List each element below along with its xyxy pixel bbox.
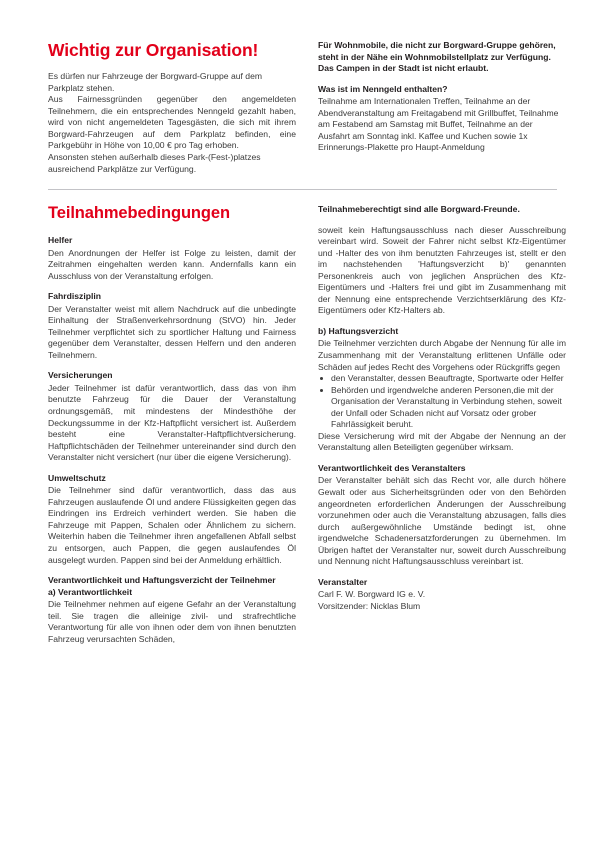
spacer: [318, 568, 566, 577]
list-item-label: Behörden und irgendwelche anderen Personen,die mit der Organisation der Veranstaltung in Verbindung stehen, soweit der Unfall oder Schaden nicht auf Vorsatz oder grober Fahrlässigkeit beruht.: [331, 384, 562, 430]
waiver-outro: Diese Versicherung wird mit der Abgabe der Nennung an der Veranstaltung allen Beteiligten gegenüber wirksam.: [318, 430, 566, 453]
organisation-heading: Wichtig zur Organisation!: [48, 40, 259, 60]
list-item: [318, 373, 566, 385]
spacer: [48, 566, 296, 575]
nenngeld-subheading: Was ist im Nenngeld enthalten?: [318, 83, 448, 94]
organizer-name: Carl F. W. Borgward IG e. V.: [318, 589, 426, 600]
teilnahmebedingungen-section: [0, 190, 605, 645]
organisation-section: [0, 0, 605, 175]
organizer-chairman: Vorsitzender: Nicklas Blum: [318, 600, 421, 611]
organisation-paragraph-2: Aus Fairnessgründen gegenüber den angemeldeten Teilnehmern, die ein entsprechendes Nenngeld gezahlt haben, wird von nicht angemeldeten Tagesgästen, die sich mit ihrem Borgward-Fahrzeugen auf dem Parkplatz befinden, eine Parkgebühr in Höhe von 10,00 € pro Tag erhoben.: [48, 94, 296, 151]
motorhome-notice: Für Wohnmobile, die nicht zur Borgward-Gruppe gehören, steht in der Nähe ein Wohnmobilstellplatz zur Verfügung. Das Campen in der Stadt ist nicht erlaubt.: [318, 40, 556, 74]
organisation-paragraph-1: Es dürfen nur Fahrzeuge der Borgward-Gruppe auf dem Parkplatz stehen.: [48, 71, 263, 93]
organisation-left-column: [48, 40, 296, 175]
bullet-dot-icon: [320, 389, 323, 392]
spacer: [318, 75, 566, 84]
waiver-bullet-list: [318, 373, 566, 431]
list-item-label: den Veranstalter, dessen Beauftragte, Sportwarte oder Helfer: [331, 373, 564, 384]
waiver-intro: Die Teilnehmer verzichten durch Abgabe der Nennung für alle im Zusammenhang mit der Veranstaltung erlittenen Unfälle oder Schäden auf jedes Recht des Vorgehens oder Rückgriffs gegen: [318, 338, 566, 372]
list-item: [318, 385, 566, 431]
eligibility-statement: Teilnahmeberechtigt sind alle Borgward-Freunde.: [318, 204, 520, 215]
spacer: [48, 361, 296, 370]
organizer-title: Veranstalter: [318, 576, 368, 587]
conditions-heading: Teilnahmebedingungen: [48, 204, 230, 223]
section-divider-wrap: [0, 189, 605, 190]
liability-title: Verantwortlichkeit und Haftungsverzicht der Teilnehmer: [48, 575, 276, 586]
nenngeld-body: Teilnahme am Internationalen Treffen, Teilnahme an der Abendveranstaltung am Freitagabend mit Grillbuffet, Teilnahme am Festabend am Samstag mit Buffet, Teilnahme an der Ausfahrt am Sonntag inkl. Kaffee und Kuchen sowie 1x Erinnerungs-Plakette pro Haupt-Anmeldung: [318, 96, 559, 153]
block-title-fahrdisziplin: Fahrdisziplin: [48, 291, 101, 302]
waiver-title: b) Haftungsverzicht: [318, 325, 399, 336]
spacer: [318, 454, 566, 463]
block-body-versicherungen: Jeder Teilnehmer ist dafür verantwortlich, dass das von ihm benutzte Fahrzeug für die Dauer der Veranstaltung ordnungsgemäß, mit mindestens der Mindesthöhe der Deckungssumme in der Kfz-Haftpflicht versichert ist. Außerdem besteht eine Veranstalter-Haftpflichtversicherung. Haftpflichtschäden der Teilnehmer untereinander sind durch den Veranstalter nicht versichert (nur über die eigene Versicherung).: [48, 382, 296, 463]
block-body-helfer: Den Anordnungen der Helfer ist Folge zu leisten, damit der Zeitrahmen eingehalten werden kann. Andernfalls kann ein Ausschluss von der Veranstaltung erfolgen.: [48, 247, 296, 281]
liability-continuation: soweit kein Haftungsausschluss nach dieser Ausschreibung vereinbart wird. Soweit der Fahrer nicht selbst Kfz-Eigentümer und -Halter des von ihm benutzten Fahrzeuges ist, stellt er den im nachstehenden 'Haftungsverzicht b)' genannten Personenkreis auch von jeglichen Ansprüchen des Kfz-Eigentümers und -Halters frei und gibt im Zusammenhang mit der Nennung eine entsprechende Verzichtserklärung des Kfz-Eigentümers oder Kfz-Halters ab.: [318, 224, 566, 316]
block-title-versicherungen: Versicherungen: [48, 370, 113, 381]
spacer: [318, 216, 566, 225]
bullet-dot-icon: [320, 377, 323, 380]
organizer-liability-body: Der Veranstalter behält sich das Recht vor, alle durch höhere Gewalt oder aus Sicherheitsgründen oder von den Behörden angeordneten erforderlichen Änderungen der Ausschreibung vorzunehmen oder auch die Veranstaltung abzusagen, falls dies durch außergewöhnliche Umstände bedingt ist, ohne irgendwelche Schadenersatzforderungen zu übernehmen. Im Übrigen haftet der Veranstalter nur, soweit durch Ausschreibung und Nennung nicht Haftungsausschluss vereinbart ist.: [318, 475, 566, 567]
conditions-left-column: [48, 204, 296, 645]
organisation-right-column: [318, 40, 566, 175]
liability-subtitle: a) Verantwortlichkeit: [48, 586, 133, 597]
block-title-helfer: Helfer: [48, 235, 73, 246]
spacer: [318, 317, 566, 326]
spacer: [48, 282, 296, 291]
organisation-paragraph-3: Ansonsten stehen außerhalb dieses Park-(Fest-)platzes ausreichend Parkplätze zur Verfügung.: [48, 151, 261, 174]
section-divider: [48, 189, 557, 190]
liability-body: Die Teilnehmer nehmen auf eigene Gefahr an der Veranstaltung teil. Sie tragen die alleinige zivil- und strafrechtliche Verantwortung für alle von ihnen oder dem von ihnen benutzten Fahrzeug verursachten Schäden,: [48, 599, 296, 644]
conditions-right-column: [318, 204, 566, 645]
organizer-liability-title: Verantwortlichkeit des Veranstalters: [318, 462, 466, 473]
spacer: [48, 464, 296, 473]
block-body-fahrdisziplin: Der Veranstalter weist mit allem Nachdruck auf die unbedingte Einhaltung der Straßenverkehrsordnung (StVO) hin. Jeder Teilnehmer verpflichtet sich zu sportlicher Haltung und Fairness gegenüber dem Veranstalter, dessen Helfern und den anderen Teilnehmern.: [48, 303, 296, 360]
block-body-umweltschutz: Die Teilnehmer sind dafür verantwortlich, dass das aus Fahrzeugen auslaufende Öl und andere Flüssigkeiten gegen das Eindringen ins Erdreich verhindert werden. Sie haben die Fahrzeuge mit Pappen, Schalen oder Ähnlichem zu sichern. Weiterhin haben die Teilnehmer ihren angefallenen Abfall selbst zu entsorgen, auch Pappen, die gegen auslaufendes Öl ausgelegt wurden. Pappen sind bei der Anmeldung erhältlich.: [48, 485, 296, 565]
block-title-umweltschutz: Umweltschutz: [48, 472, 106, 483]
